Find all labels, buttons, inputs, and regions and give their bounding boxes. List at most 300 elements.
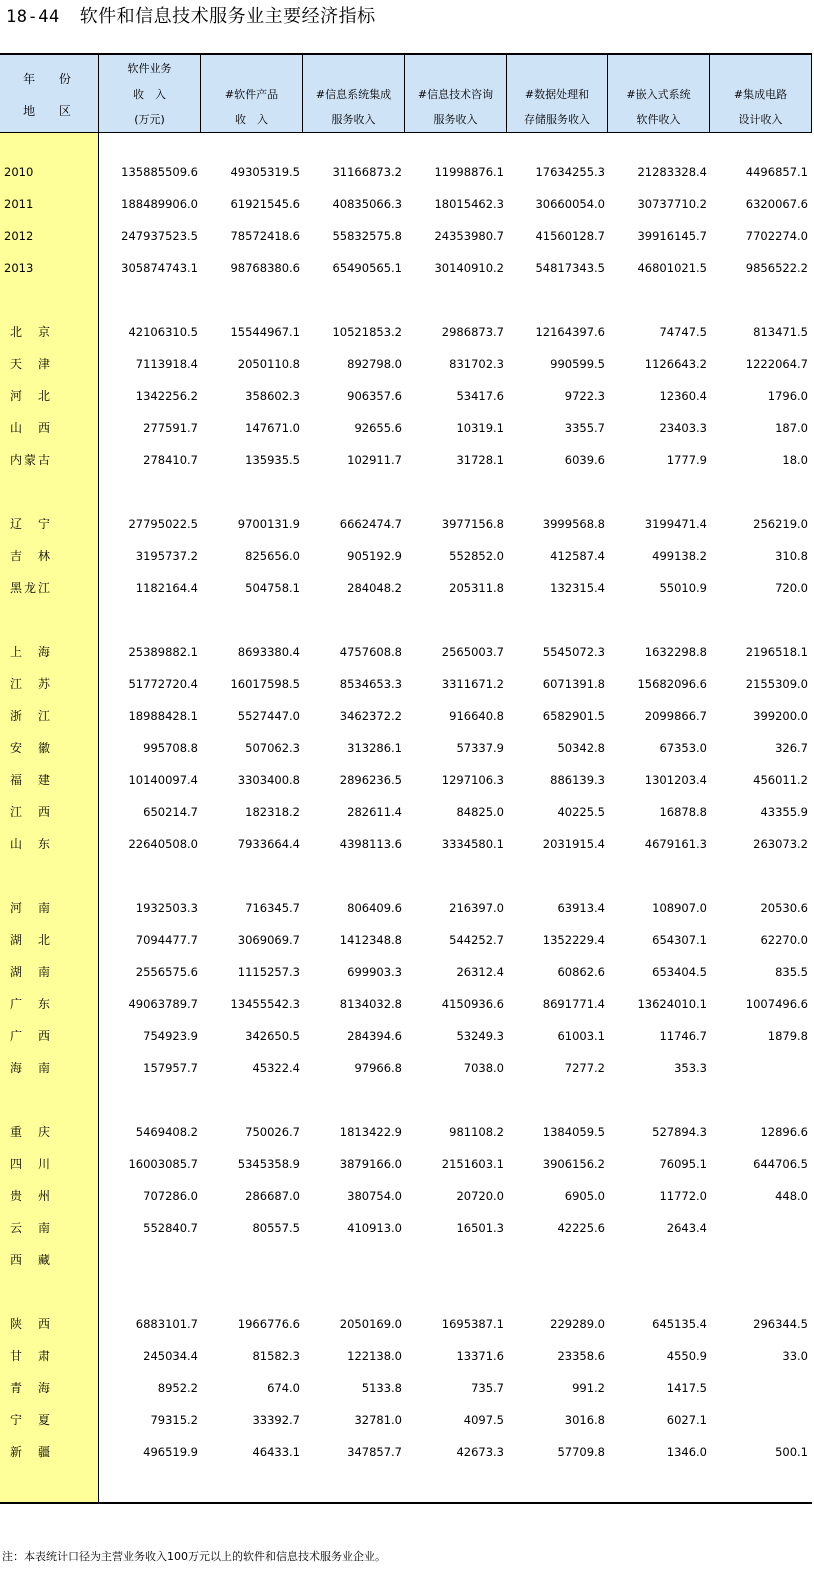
cell-value: 32781.0 xyxy=(354,1413,402,1427)
cell-value: 2896236.5 xyxy=(339,773,402,787)
table-row xyxy=(0,226,812,246)
cell-value: 55010.9 xyxy=(659,581,707,595)
cell-value: 507062.3 xyxy=(245,741,300,755)
table-row xyxy=(0,546,812,566)
column-header-line: 收 入 xyxy=(235,113,268,126)
cell-value: 448.0 xyxy=(775,1189,808,1203)
cell-value: 5345358.9 xyxy=(237,1157,300,1171)
row-label: 上 海 xyxy=(10,645,53,659)
cell-value: 13455542.3 xyxy=(230,997,300,1011)
cell-value: 205311.8 xyxy=(449,581,504,595)
row-label: 内蒙古 xyxy=(10,453,53,467)
cell-value: 886139.3 xyxy=(550,773,605,787)
cell-value: 552840.7 xyxy=(143,1221,198,1235)
cell-value: 353.3 xyxy=(674,1061,707,1075)
cell-value: 4679161.3 xyxy=(644,837,707,851)
cell-value: 182318.2 xyxy=(245,805,300,819)
cell-value: 3016.8 xyxy=(564,1413,605,1427)
table-row xyxy=(0,802,812,822)
cell-value: 1932503.3 xyxy=(135,901,198,915)
row-label: 吉 林 xyxy=(10,549,53,563)
cell-value: 2050110.8 xyxy=(237,357,300,371)
cell-value: 6027.1 xyxy=(666,1413,707,1427)
cell-value: 49063789.7 xyxy=(128,997,198,1011)
cell-value: 1222064.7 xyxy=(745,357,808,371)
table-row xyxy=(0,1410,812,1430)
row-label: 浙 江 xyxy=(10,709,53,723)
cell-value: 1352229.4 xyxy=(542,933,605,947)
cell-value: 26312.4 xyxy=(456,965,504,979)
row-label: 河 北 xyxy=(10,389,53,403)
cell-value: 2986873.7 xyxy=(441,325,504,339)
cell-value: 326.7 xyxy=(775,741,808,755)
cell-value: 30660054.0 xyxy=(535,197,605,211)
cell-value: 57337.9 xyxy=(456,741,504,755)
row-label: 青 海 xyxy=(10,1381,53,1395)
row-label: 重 庆 xyxy=(10,1125,53,1139)
cell-value: 247937523.5 xyxy=(121,229,198,243)
cell-value: 61003.1 xyxy=(557,1029,605,1043)
cell-value: 18.0 xyxy=(782,453,808,467)
cell-value: 46433.1 xyxy=(252,1445,300,1459)
cell-value: 1297106.3 xyxy=(441,773,504,787)
cell-value: 358602.3 xyxy=(245,389,300,403)
cell-value: 7277.2 xyxy=(564,1061,605,1075)
cell-value: 2155309.0 xyxy=(745,677,808,691)
cell-value: 7038.0 xyxy=(463,1061,504,1075)
cell-value: 2151603.1 xyxy=(441,1157,504,1171)
row-label: 2012 xyxy=(4,229,34,243)
cell-value: 10140097.4 xyxy=(128,773,198,787)
cell-value: 8134032.8 xyxy=(339,997,402,1011)
column-header-line: 软件收入 xyxy=(636,113,681,126)
cell-value: 2565003.7 xyxy=(441,645,504,659)
cell-value: 10319.1 xyxy=(456,421,504,435)
cell-value: 282611.4 xyxy=(347,805,402,819)
cell-value: 1879.8 xyxy=(767,1029,808,1043)
cell-value: 20720.0 xyxy=(456,1189,504,1203)
cell-value: 122138.0 xyxy=(347,1349,402,1363)
cell-value: 30737710.2 xyxy=(637,197,707,211)
cell-value: 2556575.6 xyxy=(135,965,198,979)
column-header-line: 存储服务收入 xyxy=(524,113,590,126)
cell-value: 97966.8 xyxy=(354,1061,402,1075)
table-title-text: 软件和信息技术服务业主要经济指标 xyxy=(79,6,376,27)
cell-value: 20530.6 xyxy=(760,901,808,915)
cell-value: 16878.8 xyxy=(659,805,707,819)
table-row xyxy=(0,578,812,598)
cell-value: 916640.8 xyxy=(449,709,504,723)
cell-value: 544252.7 xyxy=(449,933,504,947)
cell-value: 78572418.6 xyxy=(230,229,300,243)
cell-value: 67353.0 xyxy=(659,741,707,755)
cell-value: 22640508.0 xyxy=(128,837,198,851)
table-row xyxy=(0,354,812,374)
cell-value: 5469408.2 xyxy=(135,1125,198,1139)
cell-value: 18015462.3 xyxy=(434,197,504,211)
cell-value: 80557.5 xyxy=(252,1221,300,1235)
cell-value: 8691771.4 xyxy=(542,997,605,1011)
cell-value: 8534653.3 xyxy=(339,677,402,691)
cell-value: 410913.0 xyxy=(347,1221,402,1235)
cell-value: 16017598.5 xyxy=(230,677,300,691)
cell-value: 3355.7 xyxy=(564,421,605,435)
cell-value: 53249.3 xyxy=(456,1029,504,1043)
cell-value: 84825.0 xyxy=(456,805,504,819)
cell-value: 2050169.0 xyxy=(339,1317,402,1331)
cell-value: 3462372.2 xyxy=(339,709,402,723)
table-row xyxy=(0,386,812,406)
cell-value: 892798.0 xyxy=(347,357,402,371)
cell-value: 286687.0 xyxy=(245,1189,300,1203)
cell-value: 132315.4 xyxy=(550,581,605,595)
row-label: 贵 州 xyxy=(10,1189,53,1203)
cell-value: 3906156.2 xyxy=(542,1157,605,1171)
cell-value: 135885509.6 xyxy=(121,165,198,179)
cell-value: 6320067.6 xyxy=(745,197,808,211)
row-label: 福 建 xyxy=(10,773,53,787)
cell-value: 15682096.6 xyxy=(637,677,707,691)
cell-value: 3069069.7 xyxy=(237,933,300,947)
cell-value: 527894.3 xyxy=(652,1125,707,1139)
cell-value: 735.7 xyxy=(471,1381,504,1395)
cell-value: 3199471.4 xyxy=(644,517,707,531)
cell-value: 16003085.7 xyxy=(128,1157,198,1171)
column-divider xyxy=(811,55,812,132)
cell-value: 284394.6 xyxy=(347,1029,402,1043)
cell-value: 277591.7 xyxy=(143,421,198,435)
cell-value: 157957.7 xyxy=(143,1061,198,1075)
cell-value: 835.5 xyxy=(775,965,808,979)
table-row xyxy=(0,194,812,214)
cell-value: 33392.7 xyxy=(252,1413,300,1427)
cell-value: 813471.5 xyxy=(753,325,808,339)
cell-value: 15544967.1 xyxy=(230,325,300,339)
table-number: 18-44 xyxy=(6,7,60,27)
cell-value: 6905.0 xyxy=(564,1189,605,1203)
cell-value: 11772.0 xyxy=(659,1189,707,1203)
cell-value: 2031915.4 xyxy=(542,837,605,851)
column-header-line: #信息系统集成 xyxy=(315,88,392,101)
cell-value: 1301203.4 xyxy=(644,773,707,787)
cell-value: 806409.6 xyxy=(347,901,402,915)
cell-value: 23403.3 xyxy=(659,421,707,435)
cell-value: 65490565.1 xyxy=(332,261,402,275)
cell-value: 216397.0 xyxy=(449,901,504,915)
cell-value: 1412348.8 xyxy=(339,933,402,947)
cell-value: 9722.3 xyxy=(564,389,605,403)
column-header-line: #集成电路 xyxy=(733,88,788,101)
table-row xyxy=(0,674,812,694)
cell-value: 3999568.8 xyxy=(542,517,605,531)
cell-value: 981108.2 xyxy=(449,1125,504,1139)
cell-value: 6883101.7 xyxy=(135,1317,198,1331)
cell-value: 552852.0 xyxy=(449,549,504,563)
cell-value: 278410.7 xyxy=(143,453,198,467)
cell-value: 60862.6 xyxy=(557,965,605,979)
cell-value: 8952.2 xyxy=(157,1381,198,1395)
table-title xyxy=(6,4,376,30)
cell-value: 51772720.4 xyxy=(128,677,198,691)
cell-value: 284048.2 xyxy=(347,581,402,595)
column-header-line: #嵌入式系统 xyxy=(626,88,691,101)
cell-value: 39916145.7 xyxy=(637,229,707,243)
row-label: 云 南 xyxy=(10,1221,53,1235)
cell-value: 1695387.1 xyxy=(441,1317,504,1331)
cell-value: 17634255.3 xyxy=(535,165,605,179)
table-row xyxy=(0,834,812,854)
cell-value: 33.0 xyxy=(782,1349,808,1363)
cell-value: 50342.8 xyxy=(557,741,605,755)
cell-value: 6071391.8 xyxy=(542,677,605,691)
cell-value: 2099866.7 xyxy=(644,709,707,723)
table-row xyxy=(0,930,812,950)
table-row xyxy=(0,1346,812,1366)
cell-value: 1813422.9 xyxy=(339,1125,402,1139)
cell-value: 13371.6 xyxy=(456,1349,504,1363)
cell-value: 21283328.4 xyxy=(637,165,707,179)
cell-value: 256219.0 xyxy=(753,517,808,531)
cell-value: 18988428.1 xyxy=(128,709,198,723)
cell-value: 1126643.2 xyxy=(644,357,707,371)
table-row xyxy=(0,1058,812,1078)
cell-value: 313286.1 xyxy=(347,741,402,755)
table-row xyxy=(0,514,812,534)
cell-value: 1007496.6 xyxy=(745,997,808,1011)
cell-value: 229289.0 xyxy=(550,1317,605,1331)
cell-value: 263073.2 xyxy=(753,837,808,851)
row-label: 辽 宁 xyxy=(10,517,53,531)
cell-value: 674.0 xyxy=(267,1381,300,1395)
cell-value: 7702274.0 xyxy=(745,229,808,243)
cell-value: 4496857.1 xyxy=(745,165,808,179)
cell-value: 2643.4 xyxy=(666,1221,707,1235)
cell-value: 27795022.5 xyxy=(128,517,198,531)
cell-value: 187.0 xyxy=(775,421,808,435)
table-row xyxy=(0,1378,812,1398)
cell-value: 905192.9 xyxy=(347,549,402,563)
cell-value: 1384059.5 xyxy=(542,1125,605,1139)
cell-value: 45322.4 xyxy=(252,1061,300,1075)
cell-value: 990599.5 xyxy=(550,357,605,371)
cell-value: 305874743.1 xyxy=(121,261,198,275)
cell-value: 5545072.3 xyxy=(542,645,605,659)
cell-value: 147671.0 xyxy=(245,421,300,435)
cell-value: 13624010.1 xyxy=(637,997,707,1011)
cell-value: 1346.0 xyxy=(666,1445,707,1459)
cell-value: 9856522.2 xyxy=(745,261,808,275)
cell-value: 188489906.0 xyxy=(121,197,198,211)
cell-value: 3195737.2 xyxy=(135,549,198,563)
cell-value: 42673.3 xyxy=(456,1445,504,1459)
cell-value: 4550.9 xyxy=(666,1349,707,1363)
cell-value: 831702.3 xyxy=(449,357,504,371)
table-row xyxy=(0,898,812,918)
cell-value: 644706.5 xyxy=(753,1157,808,1171)
footnote: 注：本表统计口径为主营业务收入100万元以上的软件和信息技术服务业企业。 xyxy=(2,1550,386,1563)
cell-value: 98768380.6 xyxy=(230,261,300,275)
cell-value: 46801021.5 xyxy=(637,261,707,275)
row-label: 湖 北 xyxy=(10,933,53,947)
cell-value: 6039.6 xyxy=(564,453,605,467)
cell-value: 12896.6 xyxy=(760,1125,808,1139)
table-row xyxy=(0,1442,812,1462)
cell-value: 310.8 xyxy=(775,549,808,563)
cell-value: 1966776.6 xyxy=(237,1317,300,1331)
row-label: 江 苏 xyxy=(10,677,53,691)
row-label: 四 川 xyxy=(10,1157,53,1171)
cell-value: 825656.0 xyxy=(245,549,300,563)
cell-value: 7113918.4 xyxy=(135,357,198,371)
row-label: 山 西 xyxy=(10,421,53,435)
cell-value: 906357.6 xyxy=(347,389,402,403)
row-label: 安 徽 xyxy=(10,741,53,755)
cell-value: 6582901.5 xyxy=(542,709,605,723)
cell-value: 135935.5 xyxy=(245,453,300,467)
cell-value: 6662474.7 xyxy=(339,517,402,531)
cell-value: 63913.4 xyxy=(557,901,605,915)
cell-value: 456011.2 xyxy=(753,773,808,787)
column-header-line: 服务收入 xyxy=(433,113,478,126)
cell-value: 30140910.2 xyxy=(434,261,504,275)
cell-value: 92655.6 xyxy=(354,421,402,435)
table-row xyxy=(0,738,812,758)
cell-value: 8693380.4 xyxy=(237,645,300,659)
row-label: 江 西 xyxy=(10,805,53,819)
cell-value: 61921545.6 xyxy=(230,197,300,211)
cell-value: 31728.1 xyxy=(456,453,504,467)
table-row xyxy=(0,322,812,342)
cell-value: 707286.0 xyxy=(143,1189,198,1203)
cell-value: 653404.5 xyxy=(652,965,707,979)
cell-value: 342650.5 xyxy=(245,1029,300,1043)
cell-value: 245034.4 xyxy=(143,1349,198,1363)
row-label: 2010 xyxy=(4,165,34,179)
table-row xyxy=(0,1218,812,1238)
cell-value: 1115257.3 xyxy=(237,965,300,979)
cell-value: 49305319.5 xyxy=(230,165,300,179)
column-header-line: #信息技术咨询 xyxy=(417,88,494,101)
column-header-line: 设计收入 xyxy=(738,113,783,126)
cell-value: 53417.6 xyxy=(456,389,504,403)
cell-value: 102911.7 xyxy=(347,453,402,467)
cell-value: 3977156.8 xyxy=(441,517,504,531)
table-row xyxy=(0,1154,812,1174)
table-row xyxy=(0,706,812,726)
cell-value: 31166873.2 xyxy=(332,165,402,179)
cell-value: 7933664.4 xyxy=(237,837,300,851)
cell-value: 504758.1 xyxy=(245,581,300,595)
row-label: 山 东 xyxy=(10,837,53,851)
cell-value: 347857.7 xyxy=(347,1445,402,1459)
cell-value: 716345.7 xyxy=(245,901,300,915)
cell-value: 9700131.9 xyxy=(237,517,300,531)
cell-value: 76095.1 xyxy=(659,1157,707,1171)
row-label: 宁 夏 xyxy=(10,1413,53,1427)
cell-value: 7094477.7 xyxy=(135,933,198,947)
cell-value: 399200.0 xyxy=(753,709,808,723)
row-label: 北 京 xyxy=(10,325,53,339)
bottom-rule xyxy=(0,1502,812,1504)
cell-value: 1796.0 xyxy=(767,389,808,403)
cell-value: 496519.9 xyxy=(143,1445,198,1459)
cell-value: 4757608.8 xyxy=(339,645,402,659)
cell-value: 10521853.2 xyxy=(332,325,402,339)
cell-value: 1632298.8 xyxy=(644,645,707,659)
row-label: 广 西 xyxy=(10,1029,53,1043)
cell-value: 3303400.8 xyxy=(237,773,300,787)
cell-value: 5133.8 xyxy=(361,1381,402,1395)
table-row xyxy=(0,450,812,470)
cell-value: 1182164.4 xyxy=(135,581,198,595)
cell-value: 720.0 xyxy=(775,581,808,595)
cell-value: 23358.6 xyxy=(557,1349,605,1363)
cell-value: 412587.4 xyxy=(550,549,605,563)
corner-header-year: 年 份 xyxy=(23,72,81,86)
row-label: 西 藏 xyxy=(10,1253,53,1267)
cell-value: 55832575.8 xyxy=(332,229,402,243)
cell-value: 12360.4 xyxy=(659,389,707,403)
cell-value: 40225.5 xyxy=(557,805,605,819)
cell-value: 991.2 xyxy=(572,1381,605,1395)
cell-value: 3879166.0 xyxy=(339,1157,402,1171)
cell-value: 11746.7 xyxy=(659,1029,707,1043)
row-label: 湖 南 xyxy=(10,965,53,979)
cell-value: 5527447.0 xyxy=(237,709,300,723)
cell-value: 74747.5 xyxy=(659,325,707,339)
cell-value: 1417.5 xyxy=(666,1381,707,1395)
cell-value: 3334580.1 xyxy=(441,837,504,851)
cell-value: 1777.9 xyxy=(666,453,707,467)
cell-value: 499138.2 xyxy=(652,549,707,563)
cell-value: 16501.3 xyxy=(456,1221,504,1235)
table-row xyxy=(0,994,812,1014)
cell-value: 4398113.6 xyxy=(339,837,402,851)
table-row xyxy=(0,162,812,182)
cell-value: 750026.7 xyxy=(245,1125,300,1139)
cell-value: 650214.7 xyxy=(143,805,198,819)
cell-value: 296344.5 xyxy=(753,1317,808,1331)
cell-value: 500.1 xyxy=(775,1445,808,1459)
column-header-line: #数据处理和 xyxy=(524,88,590,101)
cell-value: 995708.8 xyxy=(143,741,198,755)
row-label: 黑龙江 xyxy=(10,581,53,595)
cell-value: 754923.9 xyxy=(143,1029,198,1043)
corner-header-region: 地 区 xyxy=(23,104,81,118)
row-label: 新 疆 xyxy=(10,1445,53,1459)
row-label: 甘 肃 xyxy=(10,1349,53,1363)
column-header-line: 收 入 xyxy=(133,88,166,101)
table-row xyxy=(0,1122,812,1142)
table-row xyxy=(0,1026,812,1046)
row-label: 天 津 xyxy=(10,357,53,371)
cell-value: 24353980.7 xyxy=(434,229,504,243)
table-row xyxy=(0,770,812,790)
column-header-line: (万元) xyxy=(134,113,165,126)
cell-value: 42225.6 xyxy=(557,1221,605,1235)
cell-value: 57709.8 xyxy=(557,1445,605,1459)
column-header-line: 软件业务 xyxy=(127,62,172,75)
table-row xyxy=(0,1250,812,1270)
table-row xyxy=(0,962,812,982)
column-header-line: 服务收入 xyxy=(331,113,376,126)
cell-value: 42106310.5 xyxy=(128,325,198,339)
cell-value: 1342256.2 xyxy=(135,389,198,403)
cell-value: 43355.9 xyxy=(760,805,808,819)
cell-value: 4150936.6 xyxy=(441,997,504,1011)
cell-value: 645135.4 xyxy=(652,1317,707,1331)
cell-value: 79315.2 xyxy=(150,1413,198,1427)
